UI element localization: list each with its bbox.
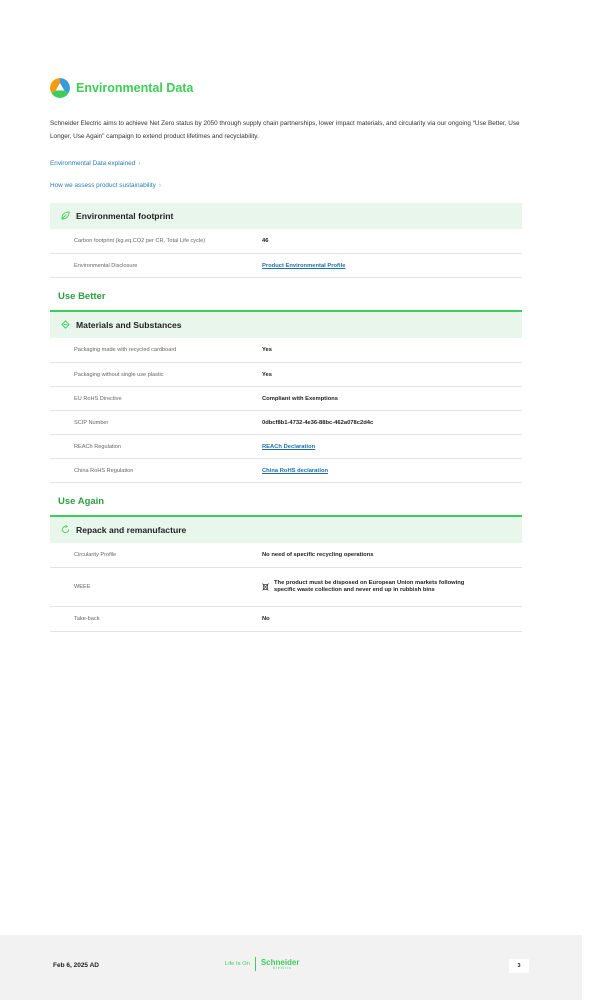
row-label: EU RoHS Directive	[74, 395, 122, 402]
page-footer	[0, 935, 582, 1000]
crossed-bin-icon	[262, 583, 269, 593]
row-label: China RoHS Regulation	[74, 467, 134, 474]
section-repack-remanufacture	[50, 517, 522, 543]
reach-declaration-link[interactable]: REACh Declaration	[262, 443, 316, 450]
weee-text: The product must be disposed on European Union markets following specific waste collection and never end up in rubbish bins	[274, 580, 465, 593]
schneider-logo	[261, 959, 300, 970]
product-environmental-profile-link[interactable]: Product Environmental Profile	[262, 262, 346, 269]
divider	[255, 957, 256, 971]
table-row	[50, 254, 522, 278]
tagline: Life Is On	[225, 961, 250, 967]
table-row	[50, 387, 522, 411]
link-label[interactable]: Environmental Data explained	[50, 160, 136, 167]
table-row	[50, 338, 522, 363]
link-label[interactable]: How we assess product sustainability	[50, 182, 156, 189]
environment-logo-icon	[50, 78, 70, 98]
page-title: Environmental Data	[76, 81, 194, 95]
use-better-title: Use Better	[58, 291, 106, 302]
leaf-icon	[58, 211, 72, 222]
environmental-data-explained-link[interactable]	[50, 160, 140, 167]
table-row	[50, 411, 522, 435]
row-label: REACh Regulation	[74, 443, 121, 450]
assess-sustainability-link[interactable]	[50, 182, 161, 189]
row-value: 0dbcf8b1-4732-4e36-88bc-462a078c2d4c	[262, 419, 374, 426]
table-row	[50, 229, 522, 254]
row-value: Yes	[262, 347, 272, 353]
page-number: 3	[509, 959, 529, 973]
section-materials-substances	[50, 312, 522, 338]
chevron-right-icon: ›	[138, 160, 141, 167]
brand-name: Schneider	[260, 957, 300, 967]
section-title: Environmental footprint	[76, 211, 174, 221]
row-label: WEEE	[74, 584, 91, 590]
chevron-right-icon: ›	[158, 182, 161, 189]
row-label: Circularity Profile	[74, 552, 117, 558]
brand-sub: Electric	[272, 965, 292, 970]
table-row	[50, 435, 522, 459]
table-row	[50, 363, 522, 387]
recycle-leaf-icon	[58, 320, 72, 331]
row-value	[262, 580, 522, 593]
row-label: Environmental Disclosure	[74, 262, 138, 269]
row-label: Take-back	[74, 616, 100, 622]
section-title: Repack and remanufacture	[76, 525, 187, 535]
footer-date: Feb 6, 2025 AD	[53, 962, 100, 969]
china-rohs-declaration-link[interactable]: China RoHS declaration	[262, 467, 329, 474]
row-value: Compliant with Exemptions	[262, 395, 339, 402]
table-row	[50, 568, 522, 607]
section-title: Materials and Substances	[76, 320, 182, 330]
intro-paragraph: Schneider Electric aims to achieve Net Zero status by 2050 through supply chain partnerships, lower impact materials, and circularity via our ongoing “Use Better, Use Longer, Use Again” campaign to extend product lifetimes and recyclability.	[50, 120, 520, 140]
section-environmental-footprint	[50, 203, 522, 229]
page-heading	[50, 78, 193, 98]
circular-arrow-icon	[58, 525, 72, 536]
row-value: Yes	[262, 371, 272, 378]
row-label: Packaging made with recycled cardboard	[74, 347, 177, 353]
row-value: No	[262, 616, 270, 622]
row-value: 46	[262, 238, 269, 244]
row-label: SCIP Number	[74, 419, 109, 426]
table-row	[50, 459, 522, 483]
row-value: No need of specific recycling operations	[262, 552, 374, 558]
row-label: Carbon footprint (kg.eq.CO2 per CR, Total Life cycle)	[74, 238, 206, 244]
use-again-title: Use Again	[58, 496, 105, 507]
row-label: Packaging without single use plastic	[74, 371, 164, 378]
table-row	[50, 607, 522, 632]
table-row	[50, 543, 522, 568]
brand-logo	[225, 957, 300, 971]
